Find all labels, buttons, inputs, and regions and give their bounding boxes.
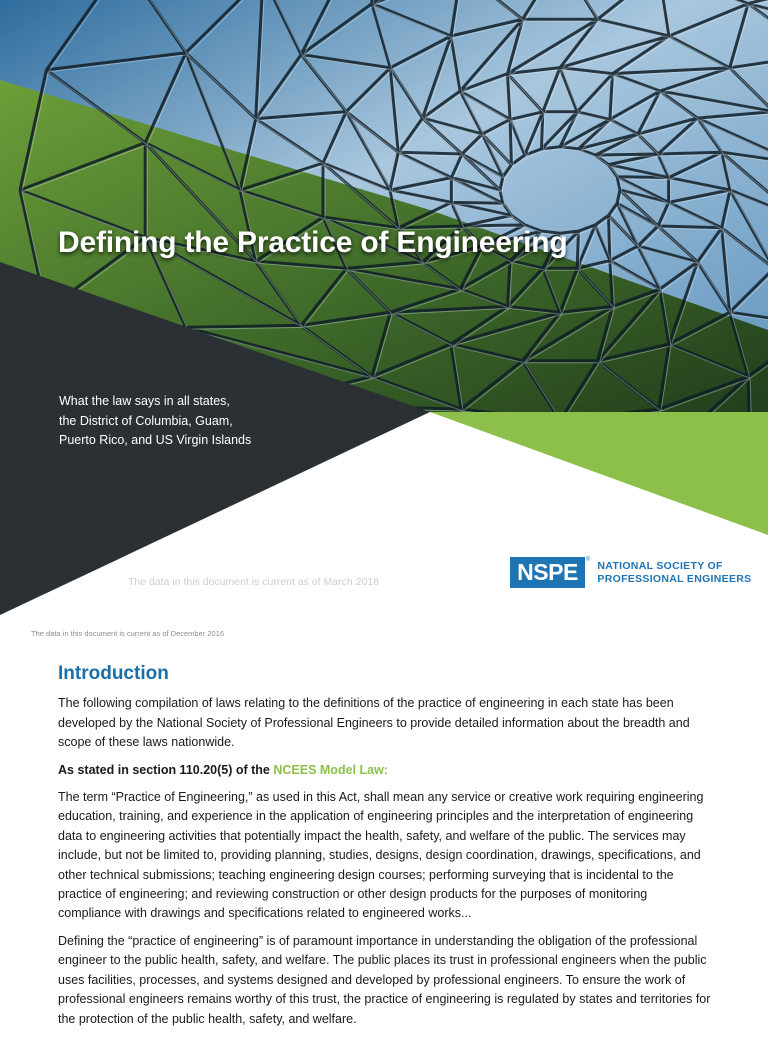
section-heading: Introduction: [58, 663, 169, 684]
introduction-section: [58, 664, 712, 1037]
definition-paragraph: The term “Practice of Engineering,” as used in this Act, shall mean any service or creative work requiring engineering education, training, and experience in the application of engineering principles and the interpretation of engineering data to engineering activities that potentially impact the health, safety, and welfare of the public. The services may include, but not be limited to, providing planning, studies, designs, design coordination, drawings, specifications, and other technical submissions; teaching engineering design courses; performing surveying that is incidental to the practice of engineering; and reviewing construction or other design products for the purposes of monitoring compliance with drawings and specifications related to engineered works...: [58, 790, 704, 921]
lead-text: As stated in section 110.20(5) of the: [58, 762, 274, 777]
subtitle-line: Puerto Rico, and US Virgin Islands: [59, 433, 252, 447]
nspe-logo-mark: NSPE: [510, 557, 585, 588]
logo-name-line: PROFESSIONAL ENGINEERS: [597, 572, 752, 585]
intro-paragraph: The following compilation of laws relating to the definitions of the practice of engineering in each state has been developed by the National Society of Professional Engineers to provide detailed information about the breadth and scope of these laws nationwide.: [58, 696, 690, 750]
registered-mark: ®: [586, 557, 591, 563]
importance-paragraph: Defining the “practice of engineering” is of paramount importance in understanding the obligation of the professional engineer to the public health, safety, and welfare. The public places its trust in professional engineers when the public uses facilities, processes, and systems designed and developed by professional engineers. To ensure the work of professional engineers remains worthy of this trust, the practice of engineering is regulated by states and territories for the protection of the public health, safety, and welfare.: [58, 933, 711, 1026]
current-date-note: The data in this document is current as of March 2018: [128, 576, 379, 588]
model-law-lead: [58, 761, 712, 780]
green-band: [430, 412, 768, 535]
nspe-logo: [510, 557, 751, 588]
subtitle: [59, 392, 251, 451]
subtitle-line: the District of Columbia, Guam,: [59, 413, 233, 428]
nspe-logo-name: [597, 560, 751, 586]
subtitle-line: What the law says in all states,: [59, 394, 230, 408]
ncees-model-law-link[interactable]: NCEES Model Law:: [273, 762, 388, 777]
document-title: Defining the Practice of Engineering: [58, 226, 568, 259]
old-date-note: The data in this document is current as of December 2016: [31, 629, 225, 638]
logo-name-line: NATIONAL SOCIETY OF: [597, 559, 723, 572]
